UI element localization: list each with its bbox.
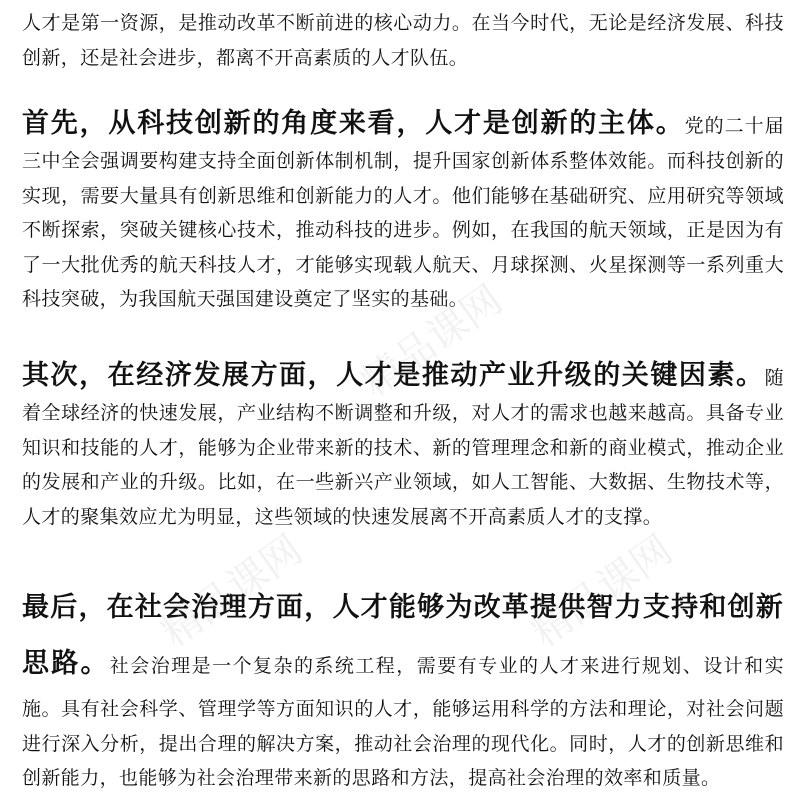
heading-social-governance: 最后，在社会治理方面，人才能够为改革提供智力支持和创新思路。 [22, 592, 784, 679]
paragraph-economic-development-body: 随着全球经济的快速发展，产业结构不断调整和升级，对人才的需求也越来越高。具备专业知识和技能的人才，能够为企业带来新的技术、新的管理理念和新的商业模式，推动企业的发展和产业的升级。比如，在一些新兴产业领域，如人工智能、大数据、生物技术等，人才的聚集效应尤为明显，这些领域的快速发展离不开高素质人才的支撑。 [22, 367, 784, 528]
watermark: 精品课网 [353, 276, 511, 407]
paragraph-social-governance-body: 社会治理是一个复杂的系统工程，需要有专业的人才来进行规划、设计和实施。具有社会科学、管理学等方面知识的人才，能够运用科学的方法和理论，对社会问题进行深入分析，提出合理的解决方案，推动社会治理的现代化。同时，人才的创新思维和创新能力，也能够为社会治理带来新的思路和方法，提高社会治理的效率和质量。 [22, 655, 784, 789]
paragraph-intro [22, 6, 784, 75]
paragraph-economic-development [22, 356, 784, 534]
paragraph-tech-innovation [22, 104, 784, 317]
watermark: 精品课网 [153, 526, 311, 657]
heading-tech-innovation: 首先，从科技创新的角度来看，人才是创新的主体。 [22, 108, 685, 139]
heading-economic-development: 其次，在经济发展方面，人才是推动产业升级的关键因素。 [22, 360, 765, 391]
paragraph-tech-innovation-body: 党的二十届三中全会强调要构建支持全面创新体制机制，提升国家创新体系整体效能。而科技创新的实现，需要大量具有创新思维和创新能力的人才。他们能够在基础研究、应用研究等领域不断探索，突破关键核心技术，推动科技的进步。例如，在我国的航天领域，正是因为有了一大批优秀的航天科技人才，才能够实现载人航天、月球探测、火星探测等一系列重大科技突破，为我国航天强国建设奠定了坚实的基础。 [22, 115, 784, 310]
paragraph-intro-body: 人才是第一资源，是推动改革不断前进的核心动力。在当今时代，无论是经济发展、科技创新，还是社会进步，都离不开高素质的人才队伍。 [22, 12, 784, 69]
watermark: 精品课网 [523, 526, 681, 657]
paragraph-social-governance [22, 580, 784, 796]
